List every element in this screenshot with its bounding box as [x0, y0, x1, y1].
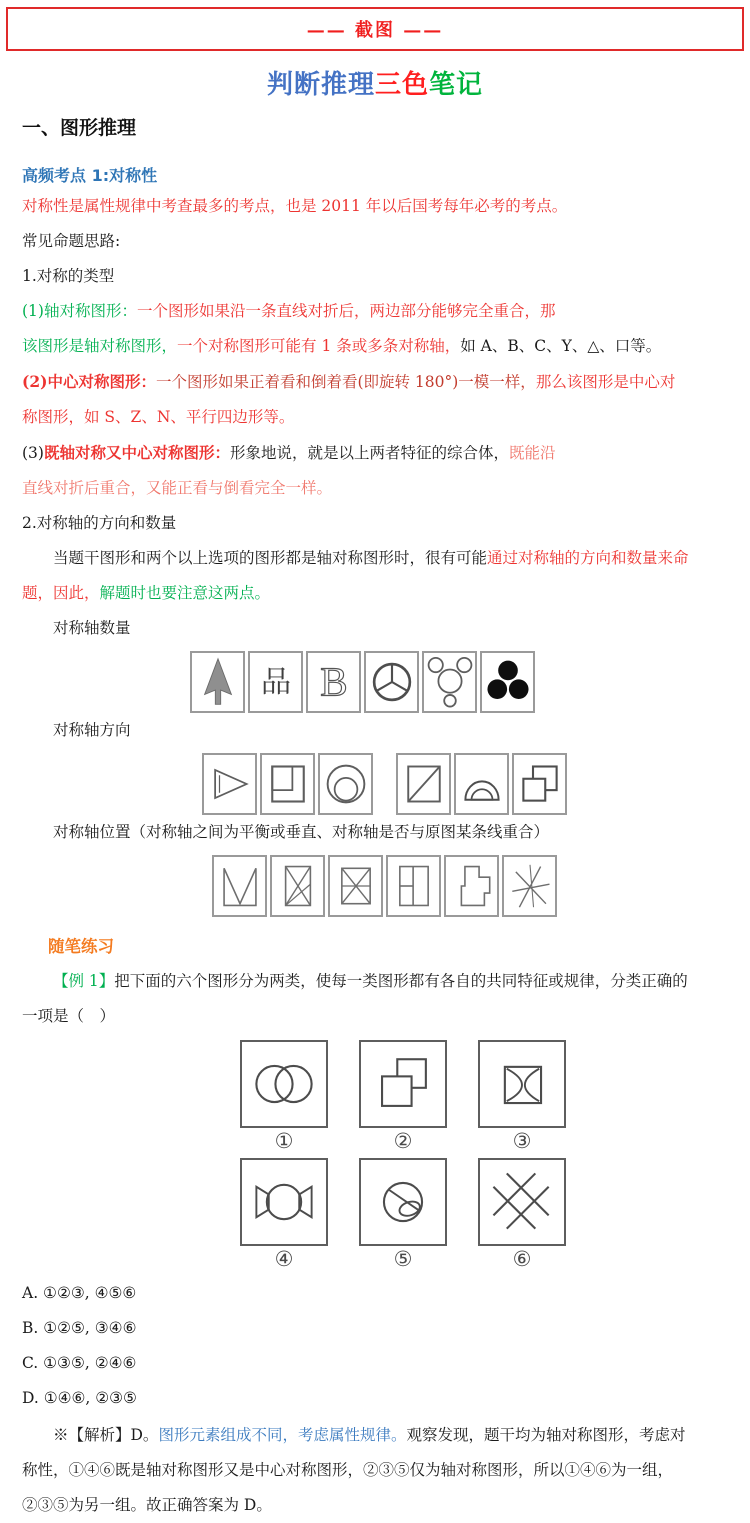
venn-circles-icon [244, 1044, 324, 1124]
figure-box [502, 855, 557, 917]
figure-box [478, 1158, 566, 1246]
example-figure-cell [238, 1040, 330, 1154]
candy-icon [244, 1162, 324, 1242]
axis-direction-label: 对称轴方向 [53, 721, 131, 739]
figure-box [359, 1158, 447, 1246]
option-b: B. ①②⑤, ③④⑥ [22, 1319, 137, 1337]
figure-box [422, 651, 477, 713]
practice-heading: 随笔练习 [48, 937, 114, 956]
figure-box [386, 855, 441, 917]
central-symmetry-line2: 称图形，如 S、Z、N、平行四边形等。 [22, 408, 295, 426]
page-title [0, 69, 750, 101]
figure-number-label: ② [393, 1129, 413, 1153]
crossed-lines-icon [507, 859, 553, 913]
window-icon [391, 859, 437, 913]
figure-box [318, 753, 373, 815]
intro-line: 对称性是属性规律中考查最多的考点，也是 2011 年以后国考每年必考的考点。 [22, 197, 568, 215]
tip-line1: 当题干图形和两个以上选项的图形都是轴对称图形时，很有可能通过对称轴的方向和数量来命 [53, 549, 689, 567]
example-figure-cell [238, 1158, 330, 1272]
figure-box [260, 753, 315, 815]
both-symmetry-line1: (3)既轴对称又中心对称图形：形象地说，就是以上两者特征的综合体，既能沿 [22, 443, 556, 462]
svg-text:B: B [319, 658, 348, 705]
stepped-polygon-icon [449, 859, 495, 913]
axial-symmetry-line2: 该图形是轴对称图形，一个对称图形可能有 1 条或多条对称轴，如 A、B、C、Y、△、口等。 [22, 337, 662, 355]
letter-b-icon [309, 654, 359, 710]
overlapping-squares-icon [363, 1044, 443, 1124]
example-figure-grid [238, 1040, 568, 1276]
diagonal-square-icon [400, 756, 448, 812]
example-figure-cell [476, 1040, 568, 1154]
figure-box [478, 1040, 566, 1128]
figure-box [306, 651, 361, 713]
axis-direction-figure-row [202, 753, 728, 815]
figure-box [190, 651, 245, 713]
figure-box [202, 753, 257, 815]
title-part-red: 三色 [374, 70, 429, 100]
example-figure-cell [357, 1158, 449, 1272]
nested-circles-icon [322, 756, 370, 812]
figure-box [454, 753, 509, 815]
svg-text:品: 品 [260, 664, 291, 699]
screenshot-banner [6, 7, 744, 51]
figure-box [444, 855, 499, 917]
figure-box [212, 855, 267, 917]
figure-box [240, 1040, 328, 1128]
analysis-line2: 称性，①④⑥既是轴对称图形又是中心对称图形，②③⑤仅为轴对称图形，所以①④⑥为一组， [22, 1461, 674, 1479]
both-symmetry-line2: 直线对折后重合，又能正看与倒看完全一样。 [22, 479, 333, 497]
axis-count-label: 对称轴数量 [53, 619, 131, 637]
figure-box [396, 753, 451, 815]
title-part-blue: 判断推理 [266, 70, 375, 100]
banner-text: —— 截图 —— [306, 20, 444, 41]
diamond-lattice-icon [482, 1162, 562, 1242]
figure-number-label: ④ [274, 1247, 294, 1271]
axial-symmetry-line1: (1)轴对称图形：一个图形如果沿一条直线对折后，两边部分能够完全重合，那 [22, 302, 556, 320]
type-title: 1.对称的类型 [22, 267, 115, 285]
figure-box [480, 651, 535, 713]
option-d: D. ①④⑥, ②③⑤ [22, 1389, 137, 1407]
figure-number-label: ③ [512, 1129, 532, 1153]
example-figure-cell [357, 1040, 449, 1154]
rect-diagonals-icon [275, 859, 321, 913]
figure-box [512, 753, 567, 815]
title-part-green: 笔记 [429, 70, 484, 100]
thinking-label: 常见命题思路: [22, 232, 121, 250]
rect-cross-icon [333, 859, 379, 913]
hot-topic-heading: 高频考点 1:对称性 [22, 166, 158, 185]
figure-number-label: ⑥ [512, 1247, 532, 1271]
zigzag-m-icon [217, 859, 263, 913]
nested-squares-icon [264, 756, 312, 812]
axis-position-figure-row [212, 855, 728, 917]
circle-chord-ellipse-icon [363, 1162, 443, 1242]
figure-box [328, 855, 383, 917]
wheel-icon [367, 654, 417, 710]
figure-number-label: ⑤ [393, 1247, 413, 1271]
figure-box [240, 1158, 328, 1246]
option-a: A. ①②③, ④⑤⑥ [22, 1284, 137, 1302]
analysis-line3: ②③⑤为另一组。故正确答案为 D。 [22, 1496, 272, 1514]
circle-cluster-icon [425, 654, 475, 710]
pin-character-icon [251, 654, 301, 710]
example-question-line2: 一项是（ ） [22, 1007, 116, 1025]
central-symmetry-line1: (2)中心对称图形：一个图形如果正着看和倒着看(即旋转 180°)一模一样，那么该图形是中心对 [22, 372, 676, 391]
right-triangle-icon [206, 756, 254, 812]
option-c: C. ①③⑤, ②④⑥ [22, 1354, 137, 1372]
overlapping-squares-icon [516, 756, 564, 812]
document-body [0, 115, 750, 1523]
example-question-line1: 【例 1】把下面的六个图形分为两类，使每一类图形都有各自的共同特征或规律，分类正确的 [53, 972, 688, 990]
axis-count-figure-row [190, 651, 728, 713]
axis-position-label: 对称轴位置（对称轴之间为平衡或垂直、对称轴是否与原图某条线重合） [53, 823, 550, 841]
square-with-arcs-icon [482, 1044, 562, 1124]
clover-icon [483, 654, 533, 710]
figure-box [359, 1040, 447, 1128]
analysis-line1: ※【解析】D。图形元素组成不同，考虑属性规律。观察发现，题干均为轴对称图形，考虑对 [53, 1426, 686, 1444]
figure-number-label: ① [274, 1129, 294, 1153]
tree-icon [193, 654, 243, 710]
analysis-block [22, 1418, 728, 1523]
dome-icon [458, 756, 506, 812]
section-heading: 一、图形推理 [22, 117, 137, 139]
axis-title: 2.对称轴的方向和数量 [22, 514, 177, 532]
figure-box [270, 855, 325, 917]
figure-box [248, 651, 303, 713]
example-figure-cell [476, 1158, 568, 1272]
figure-box [364, 651, 419, 713]
tip-line2: 题，因此，解题时也要注意这两点。 [22, 584, 271, 602]
